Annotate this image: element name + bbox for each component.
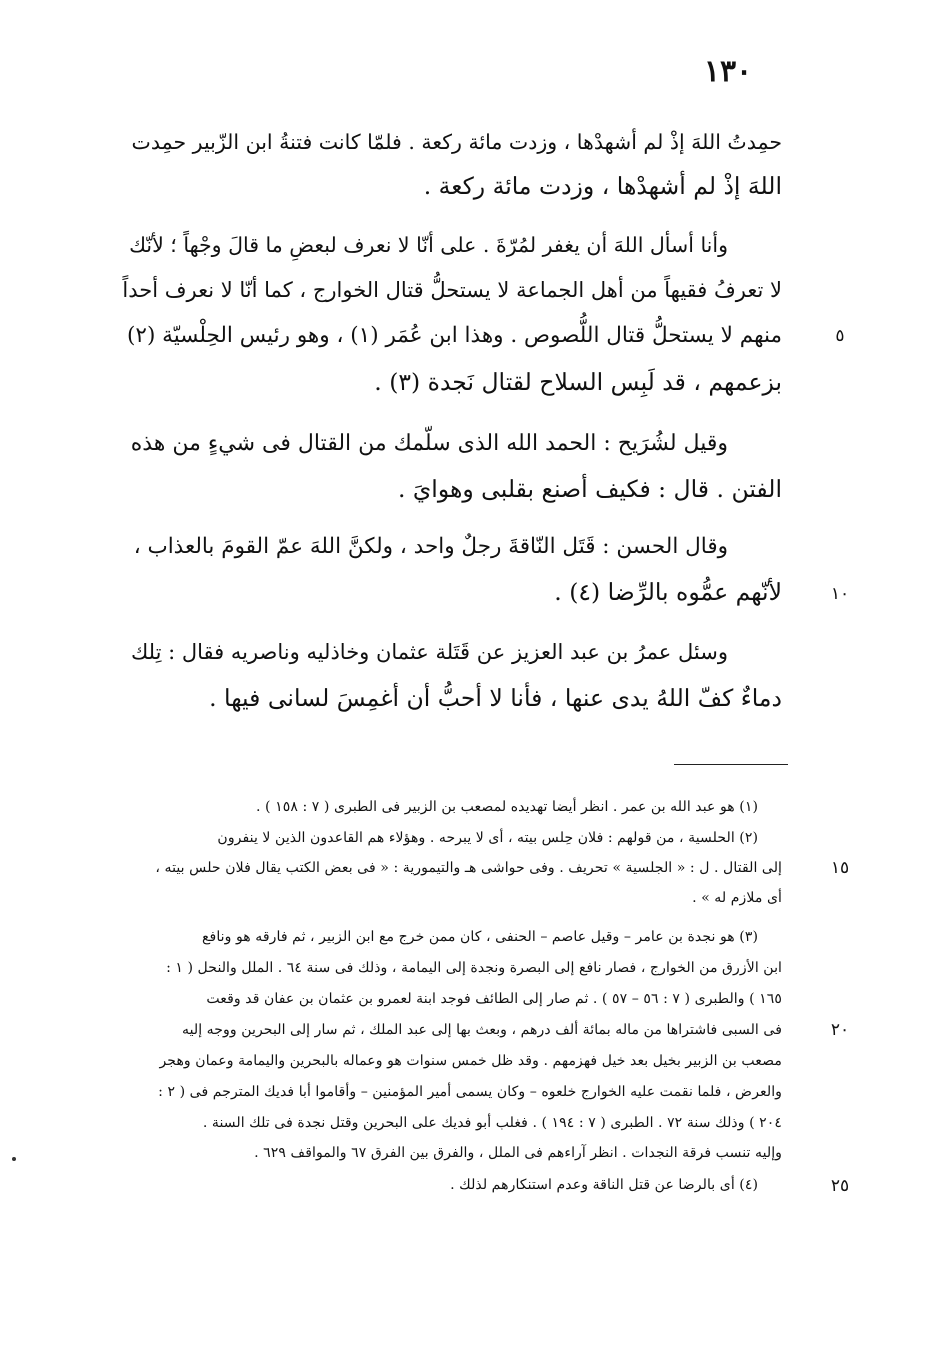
scan-speck (12, 1157, 16, 1161)
body-line: بزعمهم ، قد لَبِس السلاح لقتال نَجدة (٣) . (374, 368, 782, 396)
line-number: ١٠ (830, 584, 850, 604)
footnote-line: فى السبى فاشتراها من ماله بمائة ألف درهم ، وبعث بها إلى عبد الملك ، ثم سار إلى البحرين ووجه إليه (181, 1022, 782, 1038)
body-line: منهم لا يستحلُّ قتال اللُّصوص . وهذا ابن عُمَر (١) ، وهو رئيس الحِلْسيّة (٢) (127, 323, 782, 348)
body-line: اللهَ إذْ لم أشهدْها ، وزدت مائة ركعة . (423, 172, 782, 200)
footnote-line: (١) هو عبد الله بن عمر . انظر أيضا تهديده لمصعب بن الزبير فى الطبرى ( ٧ : ١٥٨ ) . (256, 799, 758, 815)
body-line: وسئل عمرُ بن عبد العزيز عن قَتَلة عثمان وخاذليه وناصريه فقال : تِلك (130, 640, 728, 664)
footnote-separator (674, 764, 788, 765)
body-line: وأنا أسأل اللهَ أن يغفر لمُرّةَ . على أنّا لا نعرف لبعضِ ما قالَ وجْهاً ؛ لأنّك (129, 233, 728, 257)
body-line: حمِدتُ اللهَ إذْ لم أشهدْها ، وزدت مائة ركعة . فلمّا كانت فتنةُ ابن الزّبير حمِدت (131, 130, 782, 154)
body-line: الفتن . قال : فكيف أصنع بقلبى وهوايَ . (397, 475, 782, 503)
line-number: ١٥ (830, 858, 850, 878)
footnote-line: (٣) هو نجدة بن عامر – وقيل عاصم – الحنفى ، كان ممن خرج مع ابن الزبير ، ثم فارقه هو ونافع (201, 929, 758, 945)
footnote-line: (٤) أى بالرضا عن قتل الناقة وعدم استنكارهم لذلك . (450, 1177, 758, 1193)
footnote-line: مصعب بن الزبير بخيل بعد خيل فهزمهم . وقد ظل خمس سنوات هو وعماله بالبحرين واليمامة وعمان وهجر (159, 1053, 782, 1069)
line-number: ٢٥ (830, 1176, 850, 1196)
footnote-line: ابن الأزرق من الخوارج ، فصار نافع إلى البصرة ونجدة إلى اليمامة ، وذلك فى سنة ٦٤ . الملل والنحل ( ١ : (166, 960, 782, 976)
footnote-line: وإليه تنسب فرقة النجدات . انظر آراءهم فى الملل ، والفرق بين الفرق ٦٧ والمواقف ٦٢٩ . (254, 1145, 782, 1161)
body-line: وقال الحسن : قَتَل النّاقةَ رجلٌ واحد ، ولكنَّ اللهَ عمّ القومَ بالعذاب ، (133, 534, 728, 559)
footnote-line: ٢٠٤ ) وذلك سنة ٧٢ . الطبرى ( ٧ : ١٩٤ ) . فغلب أبو فديك على البحرين وقتل نجدة فى تلك السنة . (202, 1115, 782, 1131)
footnote-line: (٢) الحلسية ، من قولهم : فلان حِلس بيته ، أى لا يبرحه . وهؤلاء هم القاعدون الذين لا ينفرون (217, 830, 758, 846)
footnote-line: ١٦٥ ) والطبرى ( ٧ : ٥٦ – ٥٧ ) . ثم صار إلى الطائف فوجد ابنة لعمرو بن عثمان بن عفان قد وقعت (206, 991, 782, 1007)
body-line: لأنّهم عمُّوه بالرِّضا (٤) . (554, 578, 782, 606)
body-line: وقيل لشُرَيح : الحمد الله الذى سلّمك من القتال فى شيءٍ من هذه (130, 431, 728, 456)
footnote-line: والعرض ، فلما نقمت عليه الخوارج خلعوه – وكان يسمى أمير المؤمنين – وأقاموا أبا فديك المترجم فى ( ٢ : (158, 1084, 782, 1100)
footnote-line: أى ملازم له » . (692, 890, 782, 906)
page-number: ١٣٠ (703, 54, 753, 89)
footnote-line: إلى القتال . ل : « الجلسية » تحريف . وفى حواشى هـ والتيمورية : « فى بعض الكتب يقال فلان حلس بيته ، (155, 860, 782, 876)
body-line: دماءٌ كفّ اللهُ يدى عنها ، فأنا لا أحبُّ أن أغمِسَ لسانى فيها . (209, 684, 782, 712)
body-line: لا تعرفُ فقيهاً من أهل الجماعة لا يستحلُّ قتال الخوارج ، كما أنّا لا نعرف أحداً (122, 278, 782, 302)
line-number: ٥ (835, 326, 845, 346)
line-number: ٢٠ (830, 1020, 850, 1040)
